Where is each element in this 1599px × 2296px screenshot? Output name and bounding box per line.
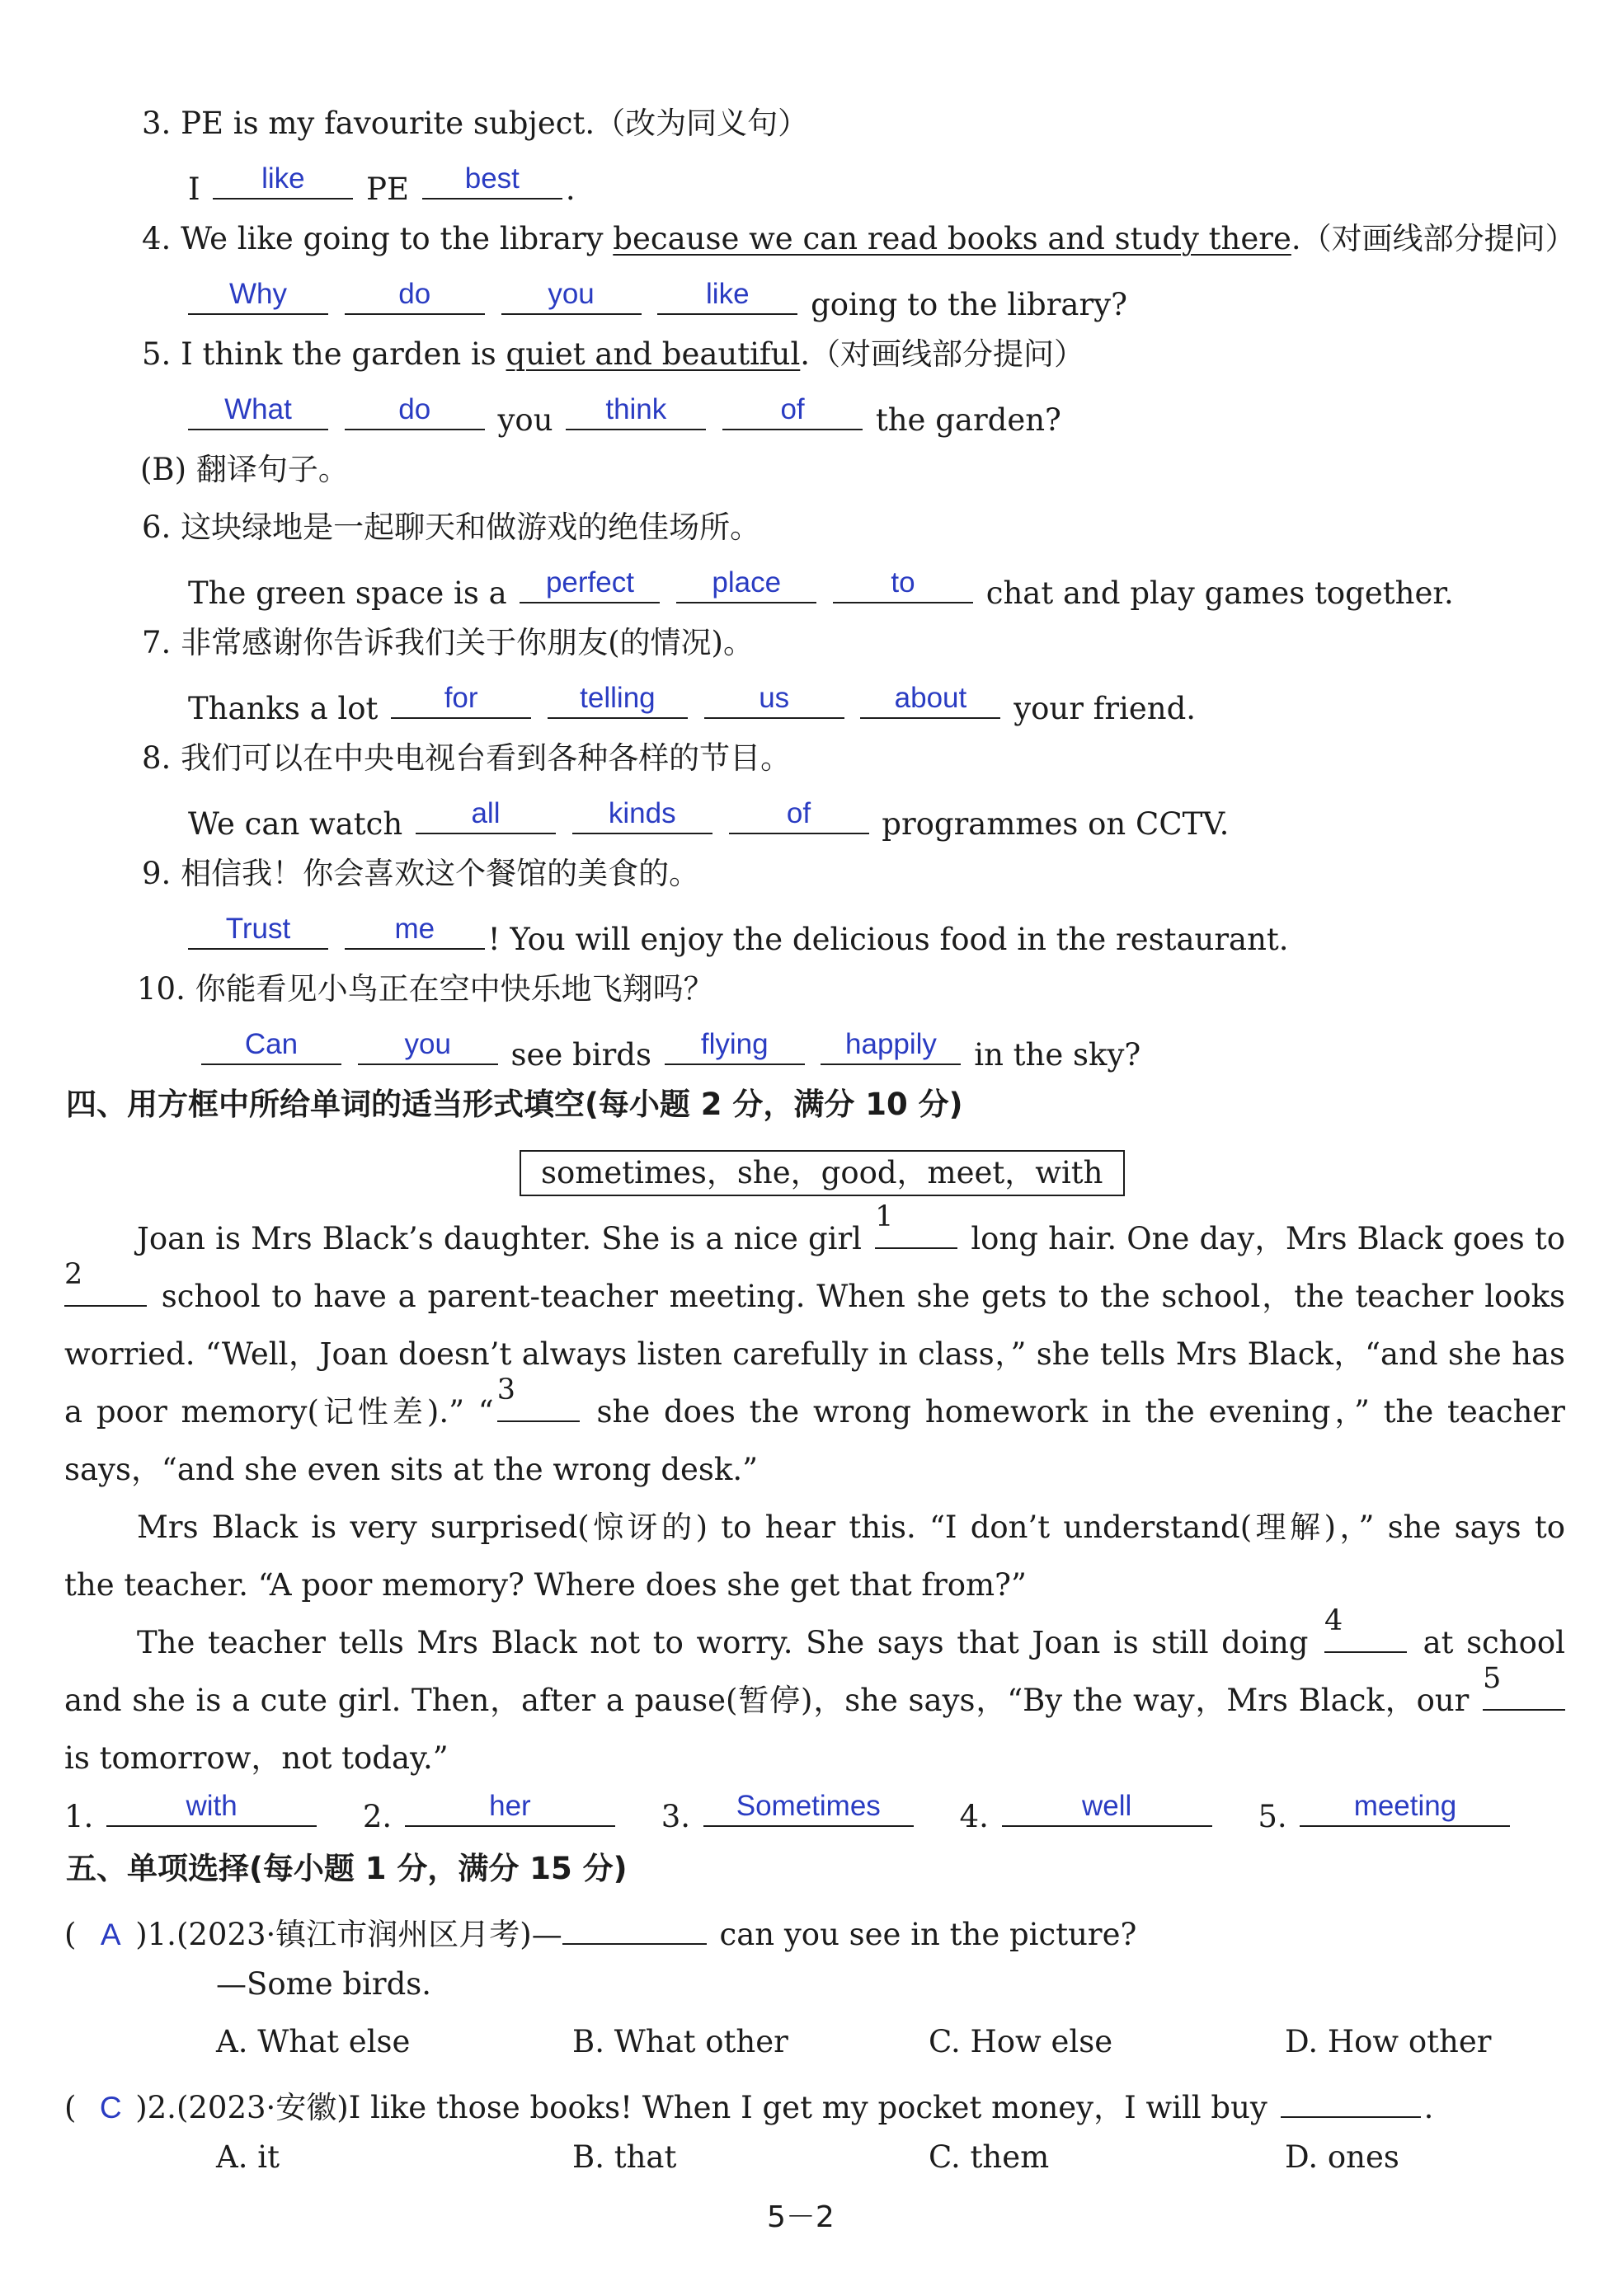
q3-blank-1[interactable] — [213, 163, 353, 200]
q9-chinese: 相信我！你会喜欢这个餐馆的美食的。 — [181, 856, 700, 891]
q9-answer-line — [185, 913, 1289, 958]
q3-word: I — [188, 171, 200, 207]
passage-text: she does the wrong homework in the evening，” the teacher — [596, 1394, 1565, 1430]
q4-answer-2: do — [398, 278, 431, 310]
q6-answer-line — [188, 567, 1454, 612]
q10-answer-2: you — [404, 1028, 451, 1060]
part4-answer-blank-3[interactable] — [703, 1791, 914, 1827]
answer-number: 2. — [362, 1799, 393, 1834]
mc-q2 — [64, 2082, 1433, 2126]
q6-answer-2: place — [712, 566, 782, 599]
q9-number: 9. — [142, 856, 172, 891]
q4-instruction: （对画线部分提问） — [1300, 221, 1576, 256]
passage-line-5 — [64, 1441, 1565, 1499]
q9-prompt — [142, 856, 699, 892]
q10-number: 10. — [137, 971, 186, 1007]
q7-answer-3: us — [759, 682, 790, 714]
q5-period: . — [800, 336, 811, 372]
q5-answer-2: do — [398, 393, 431, 425]
q6-text: The green space is a — [188, 575, 507, 611]
q5-prompt — [142, 336, 1084, 373]
mc-q2-answer[interactable]: C — [99, 2091, 122, 2125]
q4-blank-1[interactable] — [188, 279, 328, 315]
q10-prompt — [137, 971, 714, 1007]
q6-blank-3[interactable] — [833, 567, 973, 603]
passage-line-3 — [64, 1326, 1565, 1383]
q7-text: Thanks a lot — [188, 691, 379, 726]
q3-answer-1: like — [261, 162, 305, 195]
part4-answer-blank-1[interactable] — [106, 1791, 317, 1827]
q3-number: 3. — [142, 106, 172, 141]
q5-underlined: quiet and beautiful — [506, 336, 801, 372]
q4-answer-line — [185, 279, 1127, 323]
passage-text: The teacher tells Mrs Black not to worry. She says that Joan is still doing — [137, 1625, 1309, 1660]
q3-answer-2: best — [464, 162, 520, 195]
q6-blank-1[interactable] — [520, 567, 660, 603]
q7-prompt — [142, 625, 754, 661]
blank-number: 4 — [1324, 1604, 1343, 1637]
q8-answer-line — [188, 798, 1229, 843]
blank-number: 1 — [875, 1200, 894, 1233]
passage-text: a poor memory(记性差).” “ — [64, 1394, 494, 1430]
q5-blank-3[interactable] — [566, 394, 706, 430]
passage-blank-5 — [1483, 1662, 1565, 1711]
blank-number: 2 — [64, 1258, 83, 1291]
passage-text: worried. “Well，Joan doesn’t always listen carefully in class，” she tells Mrs Black，“and she has — [64, 1336, 1565, 1372]
q8-blank-3[interactable] — [729, 798, 869, 834]
q9-answer-1: Trust — [225, 913, 291, 945]
q7-tail: your friend. — [1013, 691, 1197, 726]
part4-answers — [64, 1791, 1513, 1835]
q9-answer-2: me — [394, 913, 435, 945]
q5-word: you — [497, 402, 553, 438]
part4-answer-2: her — [489, 1790, 531, 1822]
q5-instruction: （对画线部分提问） — [810, 336, 1085, 372]
q10-tail: in the sky? — [974, 1037, 1141, 1073]
q4-text: We like going to the library — [181, 221, 614, 256]
part4-answer-3: Sometimes — [736, 1790, 881, 1822]
q6-tail: chat and play games together. — [985, 575, 1454, 611]
q7-number: 7. — [142, 625, 172, 660]
q9-blank-2[interactable] — [345, 913, 485, 950]
q8-number: 8. — [142, 740, 172, 776]
blank-number: 5 — [1483, 1662, 1502, 1695]
q5-text: I think the garden is — [181, 336, 506, 372]
answer-number: 5. — [1258, 1799, 1287, 1834]
mc-q2-option-c[interactable]: C. them — [929, 2139, 1050, 2175]
q5-tail: the garden? — [875, 402, 1061, 438]
q8-chinese: 我们可以在中央电视台看到各种各样的节目。 — [181, 740, 792, 776]
q10-chinese: 你能看见小鸟正在空中快乐地飞翔吗？ — [195, 971, 714, 1007]
section-b-title: (B) 翻译句子。 — [140, 452, 349, 487]
q3-instruction: （改为同义句） — [595, 106, 809, 141]
q3-period: . — [565, 171, 576, 207]
q10-blank-2[interactable] — [358, 1029, 498, 1065]
q3-word: PE — [366, 171, 410, 207]
passage-text: Joan is Mrs Black’s daughter. She is a nice girl — [137, 1221, 863, 1256]
part4-answer-1: with — [186, 1790, 237, 1822]
q4-blank-4[interactable] — [657, 279, 797, 315]
q5-blank-2[interactable] — [345, 394, 485, 430]
mc-q1-blank — [562, 1909, 707, 1945]
mc-q1-tail: can you see in the picture? — [719, 1917, 1137, 1952]
q4-prompt — [142, 221, 1576, 257]
q4-blank-2[interactable] — [345, 279, 485, 315]
q4-number: 4. — [142, 221, 172, 256]
passage-line-2 — [64, 1258, 1565, 1326]
q7-answer-line — [188, 683, 1196, 727]
q6-blank-2[interactable] — [676, 567, 816, 603]
passage-line-10 — [64, 1730, 1565, 1787]
q8-blank-1[interactable] — [416, 798, 556, 834]
passage-blank-2 — [64, 1258, 147, 1307]
q7-answer-4: about — [894, 682, 967, 714]
passage-text: is tomorrow，not today.” — [64, 1740, 449, 1776]
q8-blank-2[interactable] — [572, 798, 712, 834]
q4-underlined: because we can read books and study there — [613, 221, 1291, 256]
q10-blank-1[interactable] — [201, 1029, 341, 1065]
answer-number: 1. — [64, 1799, 94, 1834]
q7-answer-2: telling — [580, 682, 656, 714]
q5-blank-1[interactable] — [188, 394, 328, 430]
passage-text: says，“and she even sits at the wrong desk.” — [64, 1452, 759, 1487]
q4-tail: going to the library? — [811, 287, 1127, 322]
q5-answer-4: of — [780, 393, 805, 425]
part4-answer-blank-4[interactable] — [1002, 1791, 1212, 1827]
q10-blank-3[interactable] — [665, 1029, 805, 1065]
part5-heading: 五、单项选择(每小题 1 分，满分 15 分) — [66, 1851, 628, 1886]
passage-line-6 — [64, 1499, 1565, 1556]
mc-q2-number: )2. — [135, 2090, 176, 2125]
passage-blank-3 — [496, 1373, 580, 1422]
mc-q2-option-a[interactable]: A. it — [216, 2139, 280, 2175]
mc-q1-reply: —Some birds. — [216, 1966, 432, 2002]
passage — [64, 1200, 1566, 1787]
mc-q2-text: I like those books! When I get my pocket money，I will buy — [348, 2090, 1267, 2125]
passage-blank-1 — [875, 1200, 957, 1249]
mc-q1-option-d[interactable]: D. How other — [1285, 2024, 1492, 2059]
q10-word: see birds — [510, 1037, 651, 1073]
passage-line-1 — [64, 1200, 1566, 1268]
q8-prompt — [142, 740, 791, 777]
q7-blank-3[interactable] — [704, 683, 844, 719]
q8-tail: programmes on CCTV. — [882, 806, 1230, 842]
q6-chinese: 这块绿地是一起聊天和做游戏的绝佳场所。 — [181, 509, 761, 545]
blank-number: 3 — [496, 1373, 515, 1406]
q8-text: We can watch — [188, 806, 403, 842]
passage-line-9 — [64, 1662, 1565, 1730]
q5-answer-1: What — [224, 393, 292, 425]
q6-prompt — [142, 509, 760, 546]
q9-tail: ! You will enjoy the delicious food in the restaurant. — [487, 922, 1289, 957]
q3-text: PE is my favourite subject. — [181, 106, 595, 141]
passage-text: Mrs Black is very surprised(惊讶的) to hear this. “I don’t understand(理解)，” she says to — [137, 1510, 1565, 1545]
answer-number: 4. — [959, 1799, 989, 1834]
paren-open: ( — [64, 1917, 77, 1952]
q8-answer-2: kinds — [608, 797, 676, 829]
q3-answer-line — [188, 163, 576, 208]
mc-q2-source: (2023·安徽) — [176, 2090, 349, 2125]
q7-answer-1: for — [444, 682, 478, 714]
passage-text: and she is a cute girl. Then，after a pause(暂停)，she says，“By the way，Mrs Black，our — [64, 1683, 1470, 1718]
q7-blank-4[interactable] — [860, 683, 1000, 719]
q4-answer-4: like — [706, 278, 750, 310]
q5-blank-4[interactable] — [722, 394, 863, 430]
part4-answer-4: well — [1081, 1790, 1132, 1822]
part4-answer-blank-2[interactable] — [405, 1791, 615, 1827]
passage-blank-4 — [1324, 1604, 1407, 1653]
mc-q2-option-b[interactable]: B. that — [572, 2139, 677, 2175]
passage-line-8 — [64, 1604, 1565, 1672]
q5-answer-3: think — [605, 393, 667, 425]
passage-text: long hair. One day，Mrs Black goes to — [971, 1221, 1566, 1256]
q10-blank-4[interactable] — [821, 1029, 961, 1065]
mc-q1-option-a[interactable]: A. What else — [216, 2024, 411, 2059]
q8-answer-1: all — [471, 797, 501, 829]
part4-heading: 四、用方框中所给单词的适当形式填空(每小题 2 分，满分 10 分) — [66, 1087, 963, 1122]
mc-q1-answer[interactable]: A — [100, 1918, 121, 1951]
page-number: 5－2 — [767, 2200, 835, 2234]
q10-answer-line — [198, 1029, 1140, 1073]
passage-text: school to have a parent-teacher meeting. When she gets to the school，the teacher looks — [161, 1279, 1565, 1314]
q4-answer-1: Why — [229, 278, 287, 310]
part4-answer-5: meeting — [1353, 1790, 1457, 1822]
q3-prompt — [142, 106, 808, 142]
q4-blank-3[interactable] — [501, 279, 642, 315]
q7-blank-2[interactable] — [548, 683, 688, 719]
q5-number: 5. — [142, 336, 172, 372]
passage-line-4 — [64, 1373, 1565, 1441]
mc-q1 — [64, 1909, 1136, 1953]
q10-answer-1: Can — [244, 1028, 299, 1060]
mc-q1-option-b[interactable]: B. What other — [572, 2024, 788, 2059]
q7-chinese: 非常感谢你告诉我们关于你朋友(的情况)。 — [181, 625, 754, 660]
mc-q1-source: (2023·镇江市润州区月考)— — [176, 1917, 562, 1952]
mc-q1-number: )1. — [135, 1917, 176, 1952]
q6-answer-1: perfect — [545, 566, 634, 599]
passage-text: the teacher. “A poor memory? Where does she get that from?” — [64, 1567, 1027, 1603]
word-box: sometimes，she，good，meet，with — [520, 1150, 1125, 1196]
q5-answer-line — [185, 394, 1061, 439]
answer-number: 3. — [661, 1799, 690, 1834]
part4-answer-blank-5[interactable] — [1300, 1791, 1510, 1827]
mc-q2-period: . — [1423, 2090, 1434, 2125]
passage-text: at school — [1423, 1625, 1565, 1660]
q7-blank-1[interactable] — [391, 683, 531, 719]
mc-q2-blank — [1281, 2082, 1421, 2118]
mc-q1-option-c[interactable]: C. How else — [929, 2024, 1113, 2059]
q6-answer-3: to — [891, 566, 915, 599]
q4-period: . — [1291, 221, 1301, 256]
q6-number: 6. — [142, 509, 172, 545]
q10-answer-4: happily — [845, 1028, 937, 1060]
q3-blank-2[interactable] — [422, 163, 562, 200]
paren-open: ( — [64, 2090, 77, 2125]
q9-blank-1[interactable] — [188, 913, 328, 950]
mc-q2-option-d[interactable]: D. ones — [1285, 2139, 1399, 2175]
q4-answer-3: you — [548, 278, 595, 310]
q10-answer-3: flying — [700, 1028, 769, 1060]
q8-answer-3: of — [786, 797, 811, 829]
